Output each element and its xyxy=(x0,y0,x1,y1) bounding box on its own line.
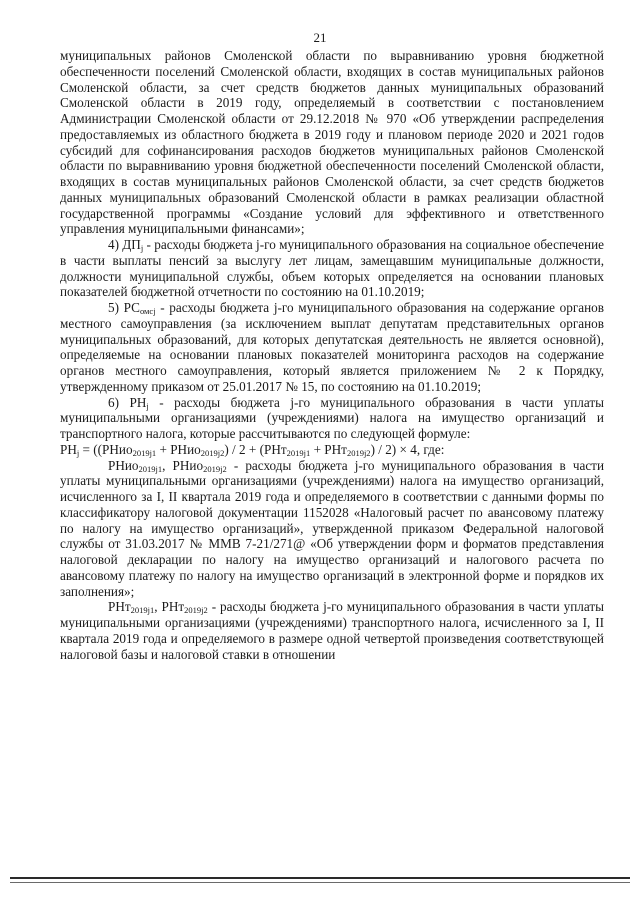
paragraph-continuation: муниципальных районов Смоленской области по выравниванию уровня бюджетной обеспеченности поселений Смоленской области, входящих в состав муниципальных районов Смоленской области, за счет средств бюджетов данных муниципальных образований Смоленской области в 2019 году, определяемый в соответствии с постановлением Администрации Смоленской области от 29.12.2018 № 970 «Об утверждении распределения предоставляемых из областного бюджета в 2019 году и плановом периоде 2020 и 2021 годов субсидий для софинансирования расходов бюджетов муниципальных районов Смоленской области по выравниванию уровня бюджетной обеспеченности поселений Смоленской области, входящих в состав муниципальных районов Смоленской области, за счет средств бюджетов данных муниципальных образований Смоленской области в рамках реализации областной государственной программы «Создание условий для эффективного и ответственного управления муниципальными финансами»; xyxy=(60,48,604,237)
term-rnio: РНио xyxy=(108,457,139,473)
term-dp: 4) ДП xyxy=(108,237,141,252)
formula-part: + РНт xyxy=(310,441,347,457)
paragraph-text: - расходы бюджета j-го муниципального образования на социальное обеспечение в части выплаты пенсий за выслугу лет лицам, замещавшим муниципальные должности, должности муниципальной службы, объем которых определяется на основании плановых показателей бюджетной отчетности по состоянию на 01.10.2019; xyxy=(60,237,604,300)
formula-subscript: 2019j1 xyxy=(132,447,157,458)
paragraph-text: - расходы бюджета j-го муниципального образования в части уплаты муниципальными организациями (учреждениями) транспортного налога, исчисленного за I, II квартала 2019 года и определяемого в размере одной четвертой произведения соответствующей налоговой базы и налоговой ставки в отношении xyxy=(60,599,604,662)
paragraph-rnio xyxy=(60,458,604,600)
formula xyxy=(60,442,604,458)
term-rnt: РНт xyxy=(108,599,131,615)
paragraph-text: - расходы бюджета j-го муниципального образования в части уплаты муниципальными организациями (учреждениями) налога на имущество организаций, исчисленного за I, II квартала 2019 года и определяемого в соответствии с данными формы по классификатору налоговой документации 1152028 «Налоговый расчет по авансовому платежу по налогу на имущество организаций», утвержденной приказом Федеральной налоговой службы от 31.03.2017 № ММВ 7-21/271@ «Об утверждении форм и форматов представления налоговой декларации по налогу на имущество организаций и налогового расчета по авансовому платежу по налогу на имущество организаций в электронной форме и порядков их заполнения»; xyxy=(60,457,605,599)
term-subscript: 2019j1 xyxy=(130,605,155,616)
formula-part: + РНио xyxy=(156,441,201,457)
term-subscript: 2019j2 xyxy=(184,605,208,616)
paragraph-item-4 xyxy=(60,237,604,300)
paragraph-text: - расходы бюджета j-го муниципального образования на содержание органов местного самоуправления (за исключением выплат депутатам представительных органов муниципальных образований, для которых депутатская деятельность не является основной), определяемые на основании плановых показателей мониторинга расходов на содержание органов местного самоуправления, который является приложением № 2 к Порядку, утвержденному приказом от 25.01.2017 № 15, по состоянию на 01.10.2019; xyxy=(60,300,604,394)
term-subscript: j xyxy=(140,243,144,253)
term-rs: 5) РС xyxy=(108,300,140,315)
formula-subscript: 2019j1 xyxy=(286,447,311,458)
paragraph-text: - расходы бюджета j-го муниципального образования в части уплаты муниципальными организациями (учреждениями) налога на имущество организаций и транспортного налога, которые рассчитываются по следующей формуле: xyxy=(60,394,604,441)
formula-part: = ((РНио xyxy=(79,441,133,457)
term-rn: 6) РН xyxy=(108,394,147,410)
term-rnio: , РНио xyxy=(162,457,204,473)
formula-part: ) / 2 + (РНт xyxy=(224,441,287,457)
formula-subscript: 2019j2 xyxy=(346,447,371,458)
formula-subscript: j xyxy=(76,447,80,458)
formula-subscript: 2019j2 xyxy=(200,447,225,458)
term-rnt: , РНт xyxy=(154,599,185,615)
formula-part: ) / 2) × 4, где: xyxy=(370,441,445,457)
paragraph-item-6 xyxy=(60,395,604,442)
scan-edge-line-thin xyxy=(10,882,630,883)
formula-part: РН xyxy=(60,441,77,457)
term-subscript: омсj xyxy=(139,306,156,316)
term-subscript: j xyxy=(146,400,149,411)
document-body xyxy=(60,48,604,662)
term-subscript: 2019j1 xyxy=(138,463,163,474)
term-subscript: 2019j2 xyxy=(203,463,227,474)
paragraph-item-5 xyxy=(60,300,604,395)
page-number: 21 xyxy=(313,30,327,45)
scan-edge-line xyxy=(10,877,630,879)
paragraph-rnt xyxy=(60,599,604,662)
